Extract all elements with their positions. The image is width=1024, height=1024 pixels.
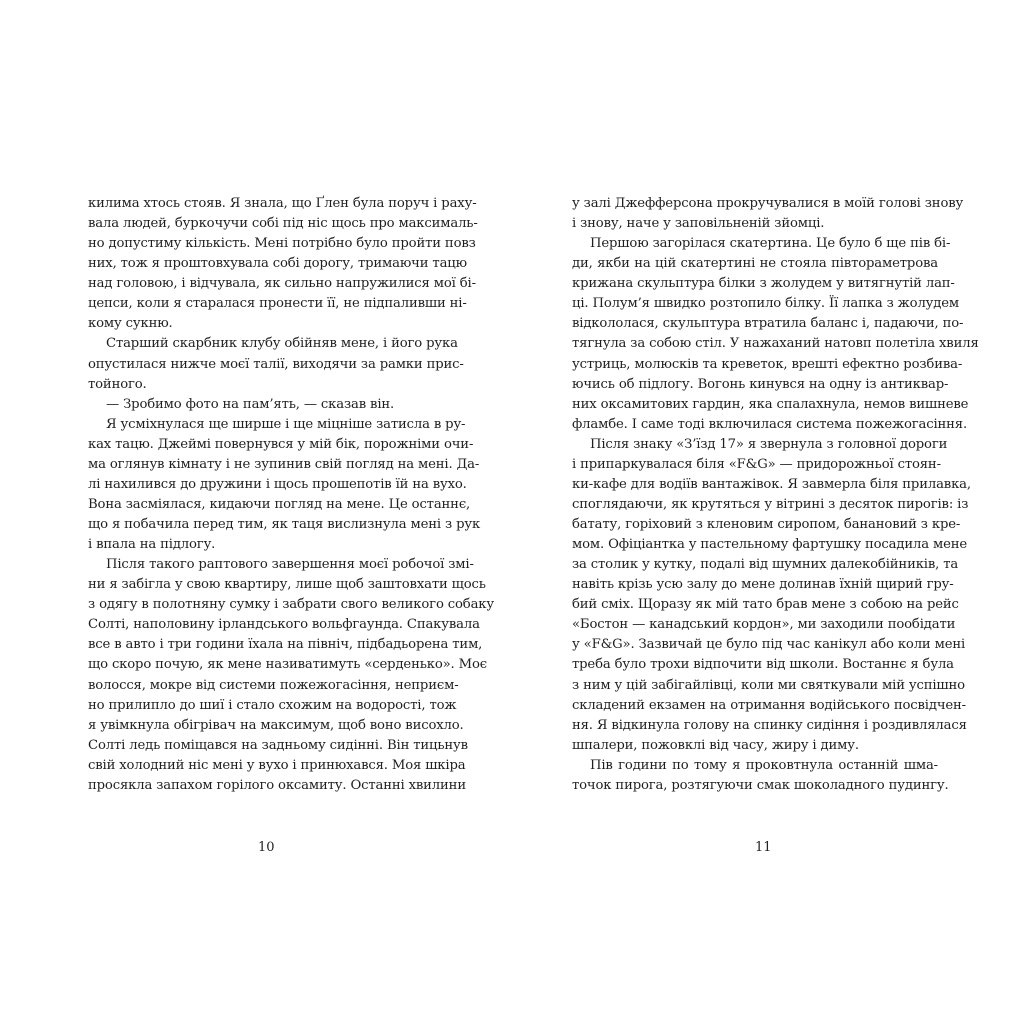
text-line: і впала на підлогу.: [88, 537, 216, 553]
text-line: Після знаку «З’їзд 17» я звернула з головної дороги: [590, 436, 948, 452]
text-line: батату, горіховий з кленовим сиропом, банановий з кре-: [572, 517, 961, 532]
text-line: ючись об підлогу. Вогонь кинувся на одну із антиквар-: [572, 376, 949, 392]
text-line: і припаркувалася біля «F&G» — придорожньої стоян-: [572, 456, 941, 472]
text-line: тойного.: [88, 376, 147, 392]
text-line: цепси, коли я старалася пронести її, не підпаливши ні-: [88, 296, 467, 312]
text-line: мом. Офіціантка у пастельному фартушку посадила мене: [572, 537, 968, 553]
text-line: них оксамитових гардин, яка спалахнула, немов вишневе: [572, 396, 969, 412]
text-line: ці. Полум’я швидко розтопило білку. Її лапка з жолудем: [572, 296, 960, 312]
text-line: просякла запахом горілого оксамиту. Останні хвилини: [88, 777, 466, 793]
text-line: ня. Я відкинула голову на спинку сидіння і роздивлялася: [572, 717, 967, 733]
text-line: но допустиму кількість. Мені потрібно було пройти повз: [88, 236, 476, 252]
text-line: що скоро почую, як мене називатимуть «серденько». Моє: [88, 657, 488, 673]
text-line: я увімкнула обігрівач на максимум, щоб воно висохло.: [88, 717, 464, 733]
text-line: них, тож я проштовхувала собі дорогу, тримаючи тацю: [88, 256, 467, 272]
text-line: Першою загорілася скатертина. Це було б ще пів бі-: [590, 236, 951, 252]
text-line: килима хтось стояв. Я знала, що Ґлен була поруч і раху-: [88, 196, 477, 211]
text-line: у «F&G». Зазвичай це було під час канікул або коли мені: [572, 637, 966, 653]
right-page-number: 11: [755, 840, 772, 855]
text-line: «Бостон — канадський кордон», ми заходили пообідати: [572, 617, 956, 633]
text-line: складений екзамен на отримання водійського посвідчен-: [572, 697, 966, 713]
text-line: Старший скарбник клубу обійняв мене, і його рука: [106, 336, 458, 352]
text-line: ки-кафе для водіїв вантажівок. Я завмерла біля прилавка,: [572, 476, 971, 492]
text-line: навіть крізь усю залу до мене долинав їхній щирий гру-: [572, 577, 954, 593]
text-line: ма оглянув кімнату і не зупинив свій погляд на мені. Да-: [88, 456, 480, 472]
text-line: що я побачила перед тим, як таця вислизнула мені з рук: [88, 517, 481, 532]
text-line: точок пирога, розтягуючи смак шоколадного пудингу.: [572, 777, 949, 793]
text-line: фламбе. І саме тоді включилася система пожежогасіння.: [572, 416, 968, 432]
text-line: Я усміхнулася ще ширше і ще міцніше затисла в ру-: [106, 416, 466, 432]
text-line: Солті ледь поміщався на задньому сидінні. Він тицьнув: [88, 737, 468, 753]
text-line: Вона засміялася, кидаючи погляд на мене. Це останнє,: [88, 496, 471, 512]
text-line: треба було трохи відпочити від школи. Востаннє я була: [572, 657, 954, 673]
text-line: — Зробимо фото на пам’ять, — сказав він.: [106, 396, 395, 412]
text-line: з ним у цій забігайлівці, коли ми святкували мій успішно: [572, 677, 965, 693]
text-line: устриць, молюсків та креветок, врешті ефектно розбива-: [572, 356, 963, 372]
text-line: все в авто і три години їхала на північ, підбадьорена тим,: [88, 637, 483, 653]
text-line: Пів години по тому я проковтнула останній шма-: [590, 757, 938, 773]
text-line: свій холодний ніс мені у вухо і принюхався. Моя шкіра: [88, 757, 466, 773]
text-line: тягнула за собою стіл. У нажаханий натовп полетіла хвиля: [572, 336, 979, 352]
text-line: волосся, мокре від системи пожежогасіння, неприєм-: [88, 677, 459, 693]
text-line: за столик у кутку, подалі від шумних далекобійників, та: [572, 557, 959, 573]
text-line: шпалери, пожовклі від часу, жиру і диму.: [572, 737, 859, 753]
text-line: ках тацю. Джеймі повернувся у мій бік, порожніми очи-: [88, 436, 474, 452]
text-line: з одягу в полотняну сумку і забрати свого великого собаку: [88, 597, 495, 613]
text-line: крижана скульптура білки з жолудем у витягнутій лап-: [572, 276, 955, 292]
text-line: і знову, наче у заповільненій зйомці.: [572, 216, 825, 232]
text-line: Після такого раптового завершення моєї робочої змі-: [106, 557, 474, 573]
text-line: відкололася, скульптура втратила баланс і, падаючи, по-: [572, 316, 964, 332]
text-line: над головою, і відчувала, як сильно напружилися мої бі-: [88, 276, 476, 292]
right-page-body: [572, 194, 979, 796]
text-line: ди, якби на цій скатертині не стояла півтораметрова: [572, 256, 938, 272]
text-line: у залі Джефферсона прокручувалися в моїй голові знову: [572, 196, 964, 211]
text-line: споглядаючи, як крутяться у вітрині з десяток пирогів: із: [572, 496, 969, 512]
text-line: лі нахилився до дружини і щось прошепотів їй на вухо.: [88, 476, 467, 492]
right-page: [512, 0, 1024, 1024]
text-line: бий сміх. Щоразу як мій тато брав мене з собою на рейс: [572, 597, 959, 613]
text-line: кому сукню.: [88, 316, 173, 332]
text-line: вала людей, буркочучи собі під ніс щось про максималь-: [88, 216, 478, 232]
text-line: но прилипло до шиї і стало схожим на водорості, тож: [88, 697, 457, 713]
text-line: Солті, наполовину ірландського вольфгаунда. Спакувала: [88, 617, 480, 633]
text-line: опустилася нижче моєї талії, виходячи за рамки прис-: [88, 356, 464, 372]
left-page-number: 10: [258, 840, 275, 855]
text-line: ни я забігла у свою квартиру, лише щоб заштовхати щось: [88, 577, 486, 593]
left-page-body: [88, 194, 495, 796]
